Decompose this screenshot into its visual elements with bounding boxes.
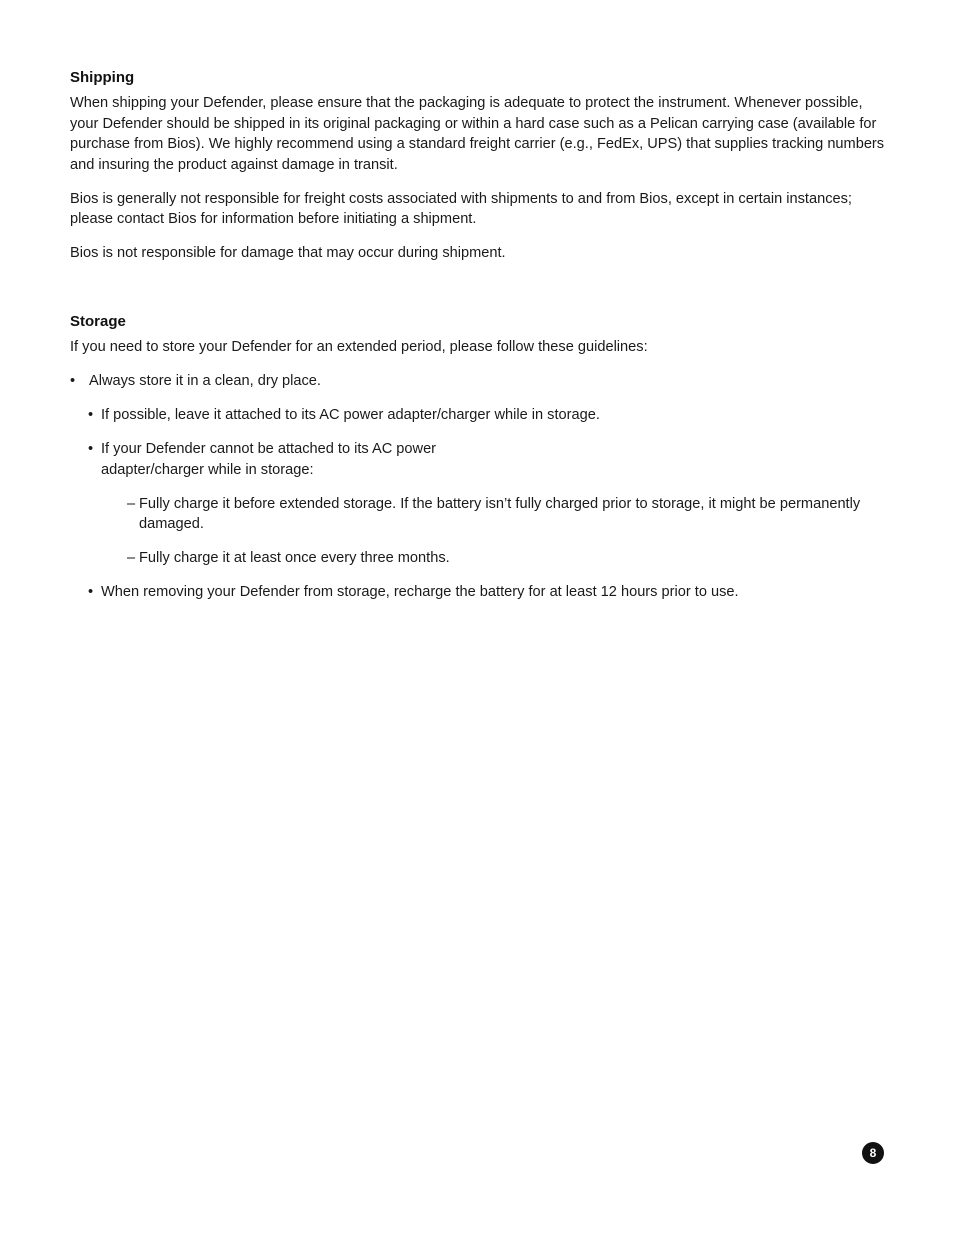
list-item xyxy=(70,582,885,603)
dash-icon: – xyxy=(127,495,136,512)
bullet-icon: • xyxy=(70,373,76,389)
bullet-icon: • xyxy=(88,407,94,423)
dash-icon: – xyxy=(127,550,136,566)
list-item-text: When removing your Defender from storage, recharge the battery for at least 12 hours prior to use. xyxy=(101,584,739,600)
storage-intro: If you need to store your Defender for an extended period, please follow these guidelines: xyxy=(70,339,648,355)
list-item xyxy=(70,371,885,392)
shipping-heading: Shipping xyxy=(70,69,135,86)
bullet-icon: • xyxy=(88,584,94,600)
sub-list-item-text: Fully charge it before extended storage. If the battery isn’t fully charged prior to storage, it might be permanently damaged. xyxy=(139,495,861,532)
sub-list-item xyxy=(70,494,885,535)
list-item xyxy=(70,405,885,426)
page-number-badge: 8 xyxy=(862,1142,884,1164)
bullet-icon: • xyxy=(88,441,94,457)
storage-section xyxy=(70,312,885,603)
sub-list-item xyxy=(70,548,885,569)
sub-list-item-text: Fully charge it at least once every three months. xyxy=(139,550,450,566)
list-item xyxy=(70,439,885,480)
list-item-text: Always store it in a clean, dry place. xyxy=(89,373,321,389)
shipping-section xyxy=(70,68,885,264)
shipping-paragraph-freight-costs: Bios is generally not responsible for freight costs associated with shipments to and from Bios, except in certain instances; please contact Bios for information before initiating a shipment. xyxy=(70,190,852,227)
shipping-paragraph-damage: Bios is not responsible for damage that may occur during shipment. xyxy=(70,245,506,261)
list-item-text: If your Defender cannot be attached to its AC power adapter/charger while in storage: xyxy=(101,441,437,478)
list-item-text: If possible, leave it attached to its AC power adapter/charger while in storage. xyxy=(101,407,600,423)
shipping-paragraph-packaging: When shipping your Defender, please ensure that the packaging is adequate to protect the instrument. Whenever possible, your Defender should be shipped in its original packaging or within a hard case such as a Pelican carrying case (available for purchase from Bios). We highly recommend using a standard freight carrier (e.g., FedEx, UPS) that supplies tracking numbers and insuring the product against damage in transit. xyxy=(70,95,885,173)
storage-heading: Storage xyxy=(70,313,126,330)
